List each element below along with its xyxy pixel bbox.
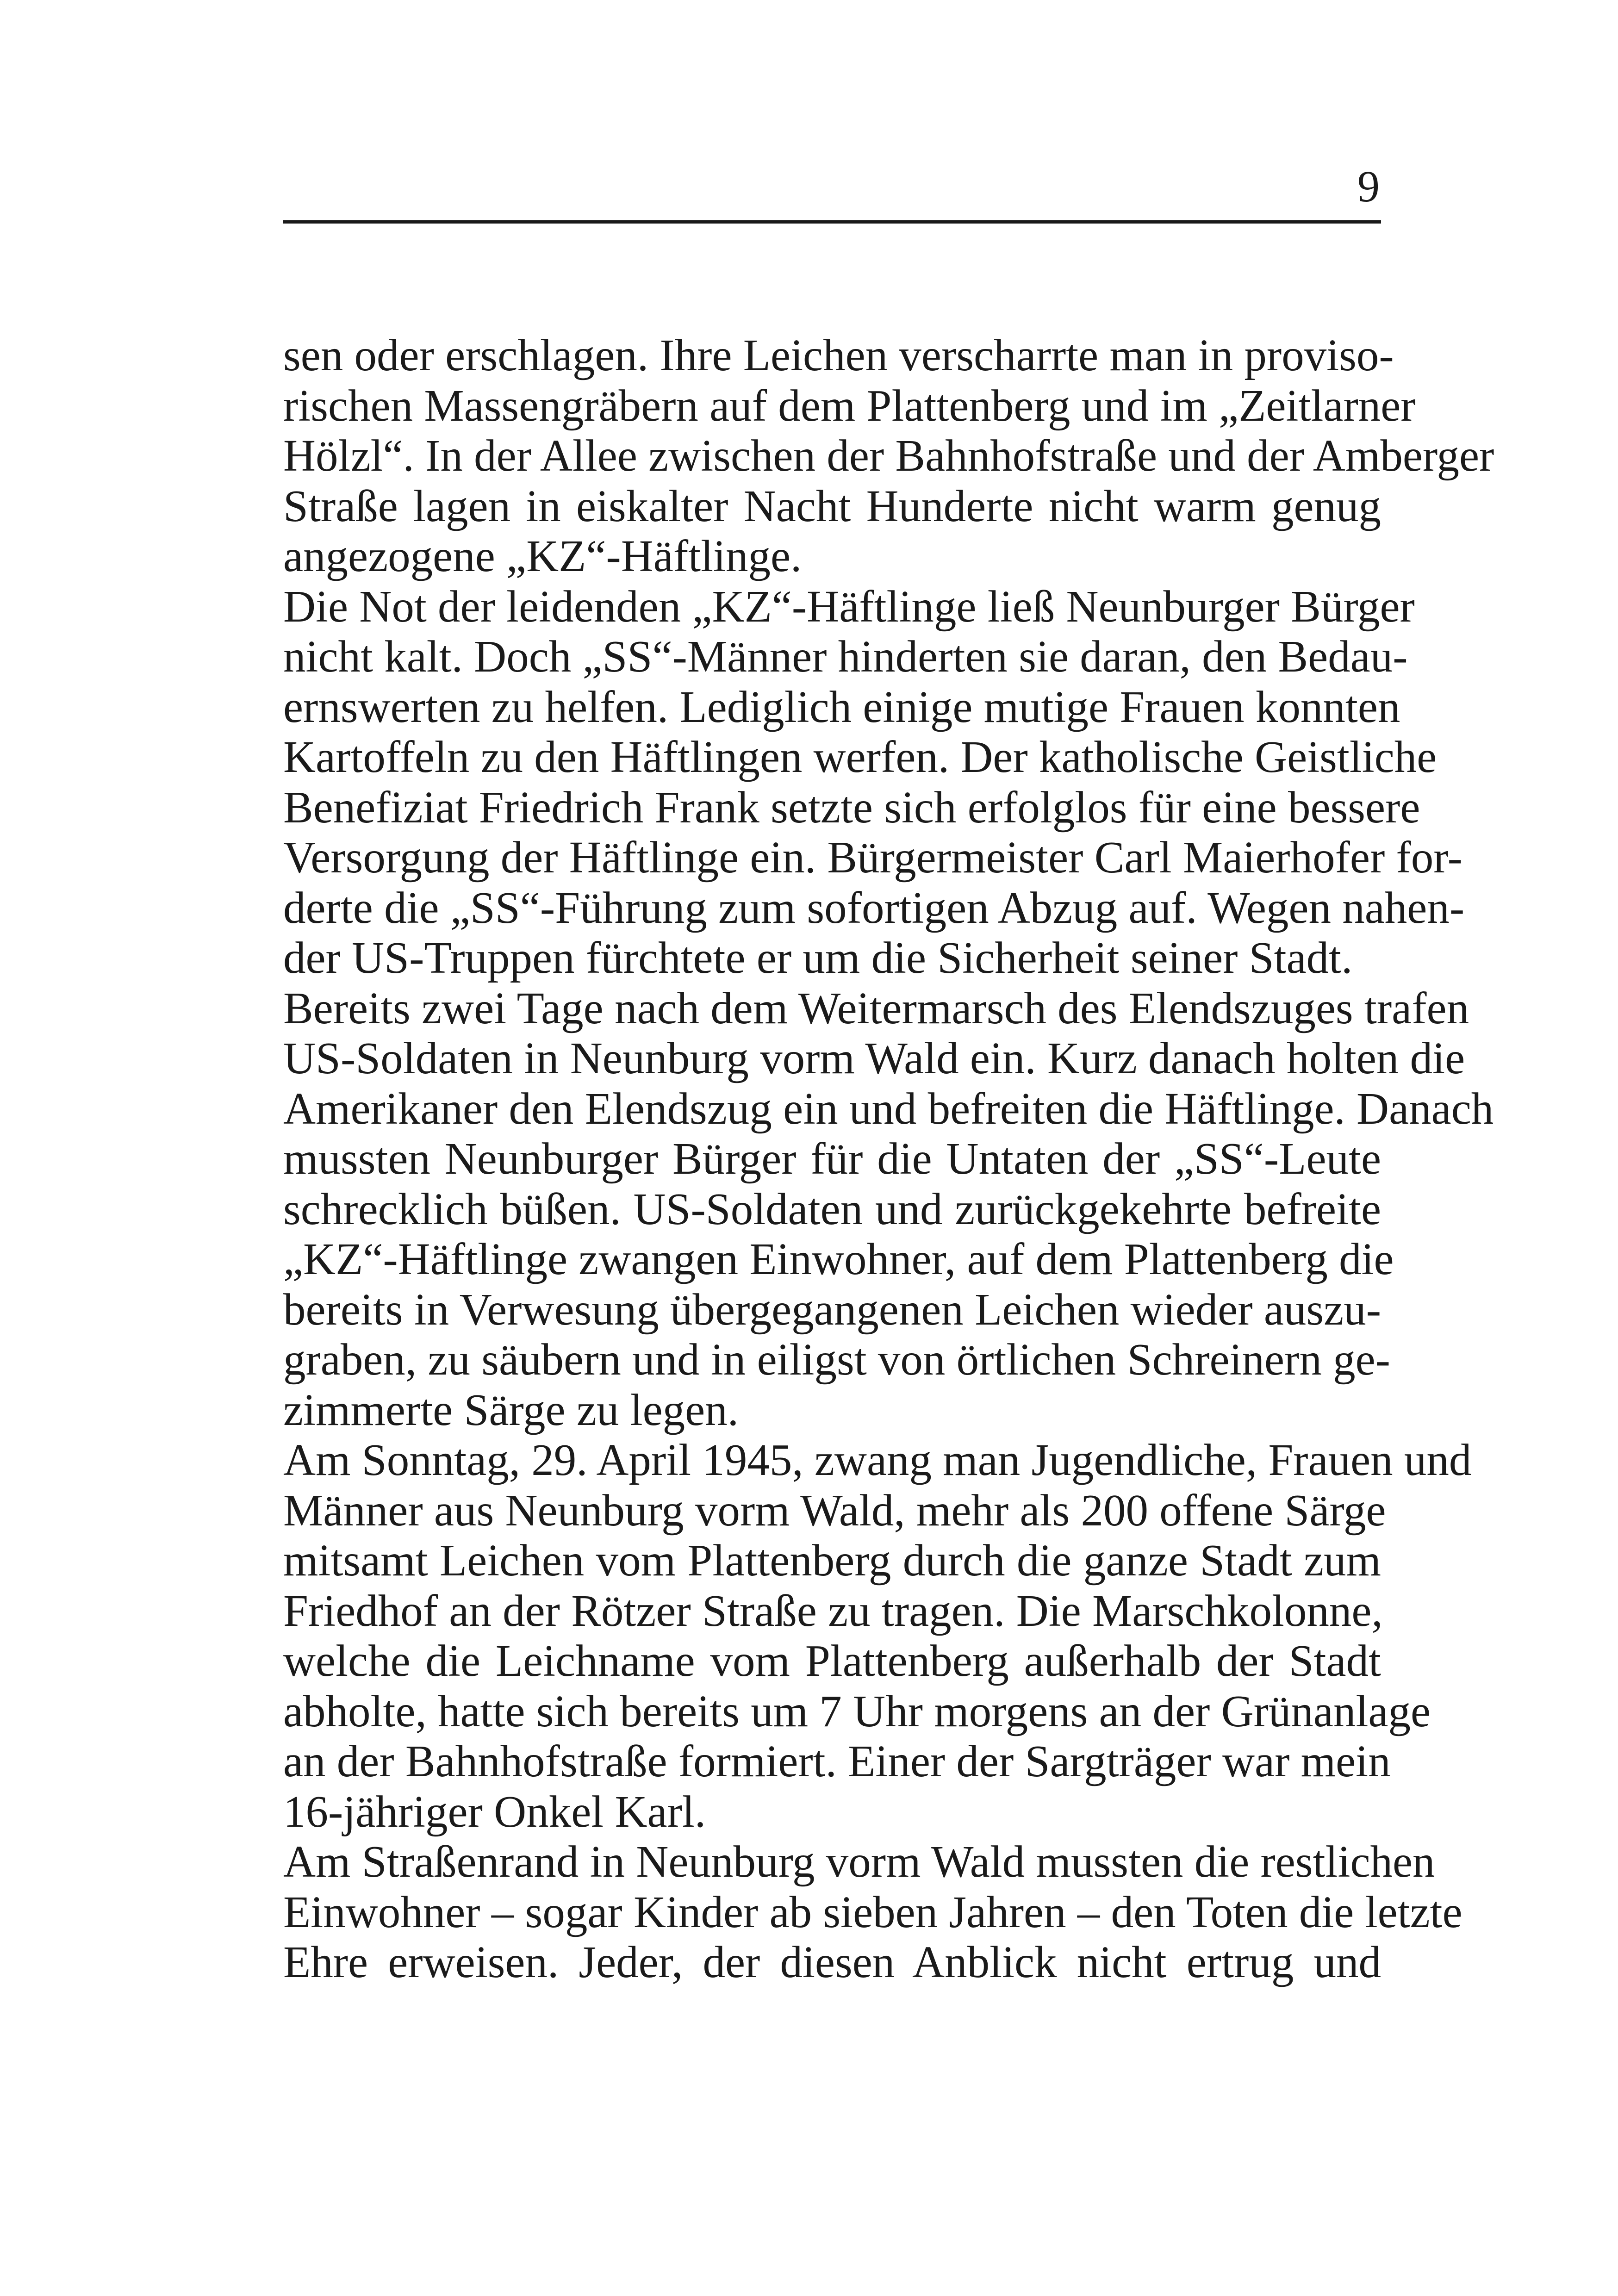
text-line: abholte, hatte sich bereits um 7 Uhr morgens an der Grünanlage (283, 1686, 1431, 1736)
text-line: Hölzl“. In der Allee zwischen der Bahnhofstraße und der Amberger (283, 431, 1494, 480)
text-line: schrecklich büßen. US-Soldaten und zurückgekehrte befreite (283, 1184, 1381, 1234)
text-line: an der Bahnhofstraße formiert. Einer der Sargträger war mein (283, 1736, 1391, 1786)
text-line: zimmerte Särge zu legen. (283, 1385, 739, 1435)
text-line: 16-jähriger Onkel Karl. (283, 1786, 706, 1836)
text-line: graben, zu säubern und in eiligst von örtlichen Schreinern ge- (283, 1335, 1390, 1384)
page-number: 9 (1357, 162, 1380, 211)
text-line: Männer aus Neunburg vorm Wald, mehr als 200 offene Särge (283, 1485, 1386, 1535)
text-line: Die Not der leidenden „KZ“-Häftlinge ließ Neunburger Bürger (283, 581, 1415, 631)
text-line: bereits in Verwesung übergegangenen Leichen wieder auszu- (283, 1284, 1382, 1334)
text-line: Friedhof an der Rötzer Straße zu tragen. Die Marschkolonne, (283, 1586, 1383, 1636)
text-line: Bereits zwei Tage nach dem Weitermarsch des Elendszuges trafen (283, 983, 1469, 1033)
text-line: nicht kalt. Doch „SS“-Männer hinderten sie daran, den Bedau- (283, 632, 1408, 681)
text-line: ernswerten zu helfen. Lediglich einige mutige Frauen konnten (283, 682, 1400, 732)
text-line: Amerikaner den Elendszug ein und befreiten die Häftlinge. Danach (283, 1083, 1494, 1133)
text-line: Ehre erweisen. Jeder, der diesen Anblick nicht ertrug und (283, 1937, 1381, 1987)
text-line: Am Straßenrand in Neunburg vorm Wald mussten die restlichen (283, 1837, 1435, 1886)
text-line: Einwohner – sogar Kinder ab sieben Jahren – den Toten die letzte (283, 1887, 1462, 1937)
text-line: der US-Truppen fürchtete er um die Sicherheit seiner Stadt. (283, 933, 1353, 983)
text-line: angezogene „KZ“-Häftlinge. (283, 531, 802, 581)
text-line: Benefiziat Friedrich Frank setzte sich erfolglos für eine bessere (283, 782, 1420, 832)
header-rule (283, 220, 1381, 224)
text-line: mussten Neunburger Bürger für die Untaten der „SS“-Leute (283, 1134, 1381, 1183)
text-line: Kartoffeln zu den Häftlingen werfen. Der katholische Geistliche (283, 732, 1437, 782)
body-text (283, 330, 1494, 1988)
text-line: Versorgung der Häftlinge ein. Bürgermeister Carl Maierhofer for- (283, 833, 1462, 882)
text-line: derte die „SS“-Führung zum sofortigen Abzug auf. Wegen nahen- (283, 883, 1465, 933)
text-line: Straße lagen in eiskalter Nacht Hunderte nicht warm genug (283, 481, 1381, 531)
text-line: sen oder erschlagen. Ihre Leichen verscharrte man in proviso- (283, 330, 1394, 380)
text-line: rischen Massengräbern auf dem Plattenberg und im „Zeitlarner (283, 380, 1416, 430)
text-line: mitsamt Leichen vom Plattenberg durch die ganze Stadt zum (283, 1536, 1381, 1585)
text-line: US-Soldaten in Neunburg vorm Wald ein. Kurz danach holten die (283, 1033, 1465, 1083)
text-line: „KZ“-Häftlinge zwangen Einwohner, auf dem Plattenberg die (283, 1234, 1394, 1284)
text-line: Am Sonntag, 29. April 1945, zwang man Jugendliche, Frauen und (283, 1435, 1472, 1485)
text-line: welche die Leichname vom Plattenberg außerhalb der Stadt (283, 1636, 1381, 1686)
